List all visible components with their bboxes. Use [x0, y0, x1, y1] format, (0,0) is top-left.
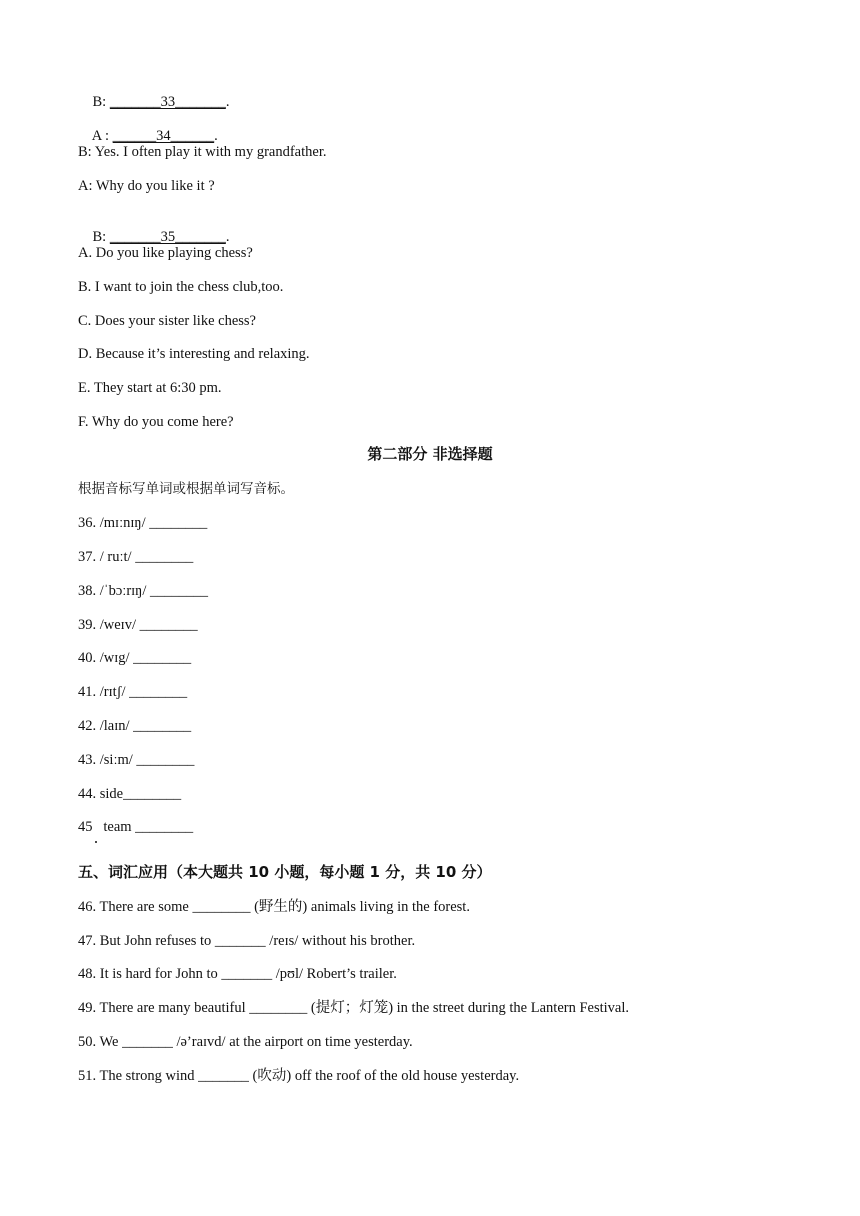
line-end: . [225, 94, 230, 110]
speaker-label: A : [91, 128, 113, 144]
question-44: 44. side________ [78, 786, 182, 802]
line-end: . [214, 128, 218, 144]
question-48: 48. It is hard for John to _______ /pʊl/ Robert’s trailer. [78, 966, 397, 982]
question-42: 42. /laɪn/ ________ [78, 718, 192, 734]
line-end: . [225, 229, 230, 245]
answer-blank-34: ______34______ [112, 128, 215, 144]
question-38: 38. /ˈbɔːrɪŋ/ ________ [78, 583, 209, 599]
dialogue-line-a-why: A: Why do you like it ? [78, 178, 215, 194]
question-37: 37. / ruːt/ ________ [78, 549, 194, 565]
option-b: B. I want to join the chess club,too. [78, 279, 284, 295]
question-51: 51. The strong wind _______ (吹动) off the roof of the old house yesterday. [78, 1068, 520, 1084]
phonetic-instruction: 根据音标写单词或根据单词写音标。 [78, 481, 294, 497]
stray-dot-mark [95, 841, 97, 843]
answer-blank-35: _______35_______ [109, 229, 226, 245]
question-49: 49. There are many beautiful ________ (提灯；灯笼) in the street during the Lantern Festival. [78, 1000, 629, 1016]
section5-heading: 五、词汇应用（本大题共 10 小题，每小题 1 分，共 10 分） [78, 863, 492, 881]
option-f: F. Why do you come here? [78, 414, 234, 430]
option-c: C. Does your sister like chess? [78, 313, 256, 329]
option-d: D. Because it’s interesting and relaxing. [78, 346, 310, 362]
question-45: 45 team ________ [78, 819, 194, 835]
speaker-label: B: [92, 94, 110, 110]
question-50: 50. We _______ /ə’raɪvd/ at the airport on time yesterday. [78, 1034, 413, 1050]
speaker-label: B: [92, 229, 110, 245]
question-47: 47. But John refuses to _______ /reɪs/ without his brother. [78, 933, 416, 949]
answer-blank-33: _______33_______ [109, 94, 226, 110]
option-e: E. They start at 6:30 pm. [78, 380, 222, 396]
dialogue-line-b-yes: B: Yes. I often play it with my grandfather. [78, 144, 327, 160]
question-39: 39. /weɪv/ ________ [78, 617, 198, 633]
question-41: 41. /rɪtʃ/ ________ [78, 684, 188, 700]
question-46: 46. There are some ________ (野生的) animals living in the forest. [78, 899, 470, 915]
part2-heading: 第二部分 非选择题 [367, 445, 493, 463]
question-40: 40. /wɪg/ ________ [78, 650, 192, 666]
option-a: A. Do you like playing chess? [78, 245, 253, 261]
question-36: 36. /mɪːnɪŋ/ ________ [78, 515, 208, 531]
question-43: 43. /siːm/ ________ [78, 752, 195, 768]
